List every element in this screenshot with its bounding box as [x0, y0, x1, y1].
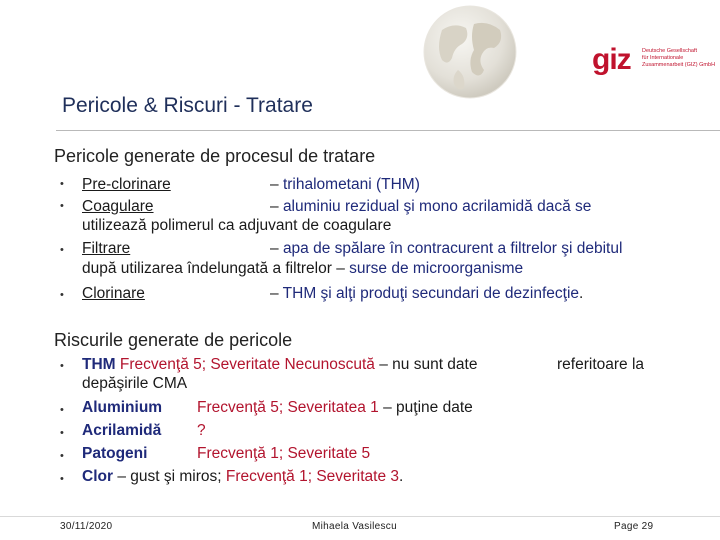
risk-term: THM: [82, 356, 116, 373]
hazard-desc-text: apa de spălare în contracurent a filtrelor şi debitul: [282, 240, 623, 257]
footer-divider: [0, 516, 720, 517]
hazard-desc-text: trihalometani (THM): [282, 176, 420, 193]
slide-title: Pericole & Riscuri - Tratare: [62, 94, 313, 117]
hazard-desc: [270, 238, 622, 260]
risk-rating: ?: [197, 422, 206, 439]
giz-logo-mark: giz: [592, 43, 631, 76]
bullet: •: [60, 360, 64, 372]
dash: –: [270, 176, 279, 193]
risk-detail: [197, 420, 206, 442]
hazard-item: [82, 174, 171, 196]
hazard-term: Coagulare: [82, 198, 154, 215]
risk-note: – gust şi miros;: [117, 468, 222, 485]
footer-page-number: Page 29: [614, 521, 654, 532]
giz-logo-text: [642, 48, 720, 69]
risk-note-cont: depăşirile CMA: [82, 375, 188, 392]
dash: –: [270, 240, 279, 257]
bullet: •: [60, 244, 64, 256]
risk-rating: Frecvenţă 5; Severitatea 1: [197, 399, 379, 416]
risk-note-end: referitoare la: [557, 356, 645, 373]
hazard-item: [82, 283, 145, 305]
hazard-desc-cont: [82, 258, 523, 280]
hazard-desc-cont: utilizează polimerul ca adjuvant de coagulare: [82, 217, 392, 234]
dash: –: [270, 285, 279, 302]
risk-note: – nu sunt date: [379, 356, 478, 373]
dash: –: [270, 198, 279, 215]
hazard-desc-text: THM şi alţi produţi secundari de dezinfecţie: [282, 285, 580, 302]
bullet: •: [60, 289, 64, 301]
hazard-term: Clorinare: [82, 285, 145, 302]
period: .: [399, 468, 404, 485]
hazard-desc: [270, 283, 583, 305]
title-divider: [56, 130, 720, 131]
risk-item: [82, 420, 161, 442]
bullet: •: [60, 450, 64, 462]
logo-line: Zusammenarbeit (GIZ) GmbH: [642, 62, 716, 68]
risk-rating: Frecvenţă 5; Severitate Necunoscută: [119, 356, 375, 373]
risk-term: Patogeni: [82, 445, 148, 462]
hazard-term: Pre-clorinare: [82, 176, 171, 193]
hazard-desc: [270, 174, 420, 196]
hazard-desc-cont-a: după utilizarea îndelungată a filtrelor –: [82, 260, 345, 277]
risk-note: – puţine date: [383, 399, 473, 416]
logo-line: Deutsche Gesellschaft: [642, 48, 698, 54]
risk-detail: [197, 397, 473, 419]
bullet: •: [60, 427, 64, 439]
risk-detail: [197, 443, 370, 465]
risk-item: [82, 466, 403, 488]
footer-date: 30/11/2020: [60, 521, 113, 532]
section-heading-risks: Riscurile generate de pericole: [54, 330, 293, 350]
period: .: [579, 285, 584, 302]
bullet: •: [60, 200, 64, 212]
hazard-item: [82, 238, 130, 260]
section-heading-hazards: Pericole generate de procesul de tratare: [54, 146, 376, 166]
risk-item: [82, 443, 147, 465]
bullet: •: [60, 178, 64, 190]
risk-rating: Frecvenţă 1; Severitate 5: [197, 445, 371, 462]
risk-term: Aluminium: [82, 399, 163, 416]
risk-item: [82, 397, 162, 419]
footer-author: Mihaela Vasilescu: [312, 521, 397, 532]
bullet: •: [60, 404, 64, 416]
bullet: •: [60, 473, 64, 485]
logo-line: für Internationale: [642, 55, 684, 61]
risk-term: Acrilamidă: [82, 422, 162, 439]
hazard-term: Filtrare: [82, 240, 131, 257]
globe-image: [408, 0, 528, 120]
hazard-desc-text: aluminiu rezidual şi mono acrilamidă dacă se: [282, 198, 592, 215]
hazard-desc-cont-b: surse de microorganisme: [349, 260, 524, 277]
risk-term: Clor: [82, 468, 113, 485]
risk-rating: Frecvenţă 1; Severitate 3: [225, 468, 400, 485]
